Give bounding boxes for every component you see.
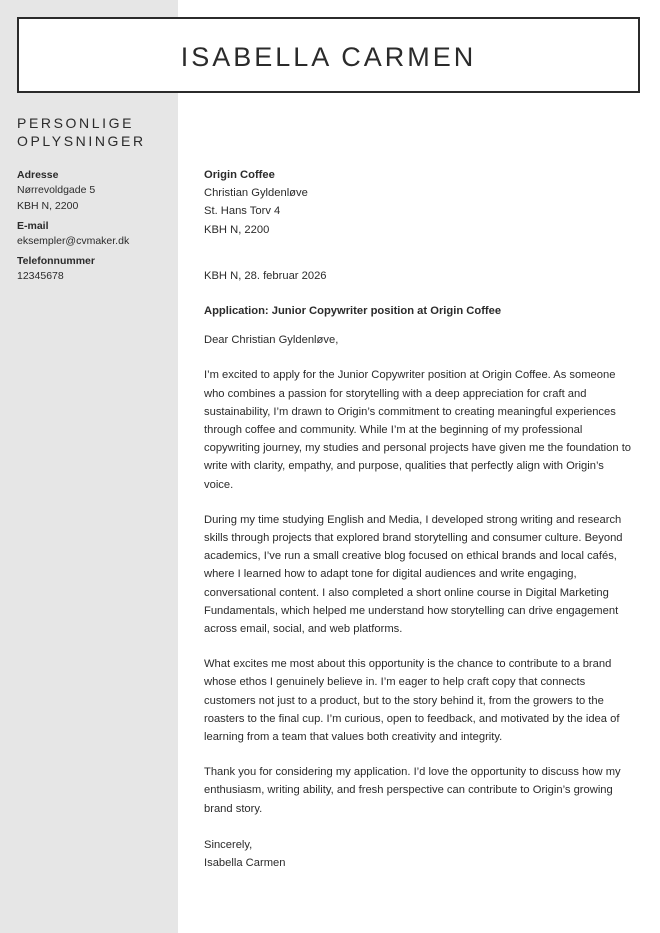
- address-line1: Nørrevoldgade 5: [17, 184, 96, 196]
- cover-letter-body: [204, 166, 634, 872]
- address-label: Adresse: [17, 169, 59, 181]
- recipient-city: KBH N, 2200: [204, 223, 270, 236]
- letter-paragraph-2: During my time studying English and Media, I developed strong writing and research skills through projects that explored brand storytelling and consumer culture. Beyond academics, I’ve run a small creative blog focused on ethical brands and local cafés, where I learned how to adapt tone for digital audiences and write engaging, conversational content. I also completed a short online course in Digital Marketing Fundamentals, which helped me understand how storytelling can drive engagement across email, social, and web platforms.: [204, 513, 623, 636]
- address-line2: KBH N, 2200: [17, 200, 79, 212]
- phone-value: 12345678: [17, 270, 64, 282]
- letter-paragraph-3: What excites me most about this opportunity is the chance to contribute to a brand whose ethos I genuinely believe in. I’m eager to help craft copy that connects customers not just to a product, but to the story behind it, from the growers to the roasters to the final cup. I’m curious, open to feedback, and motivated by the idea of learning from a team that values both creativity and integrity.: [204, 658, 620, 744]
- phone-label: Telefonnummer: [17, 255, 95, 267]
- applicant-name: ISABELLA CARMEN: [180, 41, 477, 72]
- letter-paragraph-1: I’m excited to apply for the Junior Copywriter position at Origin Coffee. As someone who combines a passion for storytelling with a deep appreciation for craft and sustainability, I’m drawn to Origin’s commitment to creating meaningful experiences through coffee and community. While I’m at the beginning of my professional copywriting journey, my studies and personal projects have given me the foundation to write with clarity, empathy, and purpose, qualities that perfectly align with Origin’s voice.: [204, 369, 632, 491]
- recipient-person: Christian Gyldenløve: [204, 187, 308, 200]
- email-label: E-mail: [17, 220, 49, 232]
- personal-info-section: [17, 114, 167, 289]
- phone-block: [17, 254, 167, 284]
- email-block: [17, 219, 167, 249]
- personal-info-heading-line1: PERSONLIGE: [17, 115, 135, 131]
- letter-closing: Sincerely,: [204, 838, 253, 851]
- recipient-street: St. Hans Torv 4: [204, 205, 281, 218]
- address-block: [17, 168, 167, 214]
- personal-info-heading: [17, 114, 167, 150]
- letter-paragraph-4: Thank you for considering my application. I’d love the opportunity to discuss how my enthusiasm, writing ability, and fresh perspective can contribute to Origin’s growing brand story.: [204, 766, 621, 815]
- name-header-box: [17, 17, 640, 93]
- letter-signature: Isabella Carmen: [204, 857, 286, 870]
- letter-date: KBH N, 28. februar 2026: [204, 269, 327, 282]
- letter-subject: Application: Junior Copywriter position at Origin Coffee: [204, 305, 502, 318]
- recipient-company: Origin Coffee: [204, 169, 275, 181]
- personal-info-heading-line2: OPLYSNINGER: [17, 133, 146, 149]
- email-value[interactable]: eksempler@cvmaker.dk: [17, 235, 130, 247]
- letter-greeting: Dear Christian Gyldenløve,: [204, 334, 339, 347]
